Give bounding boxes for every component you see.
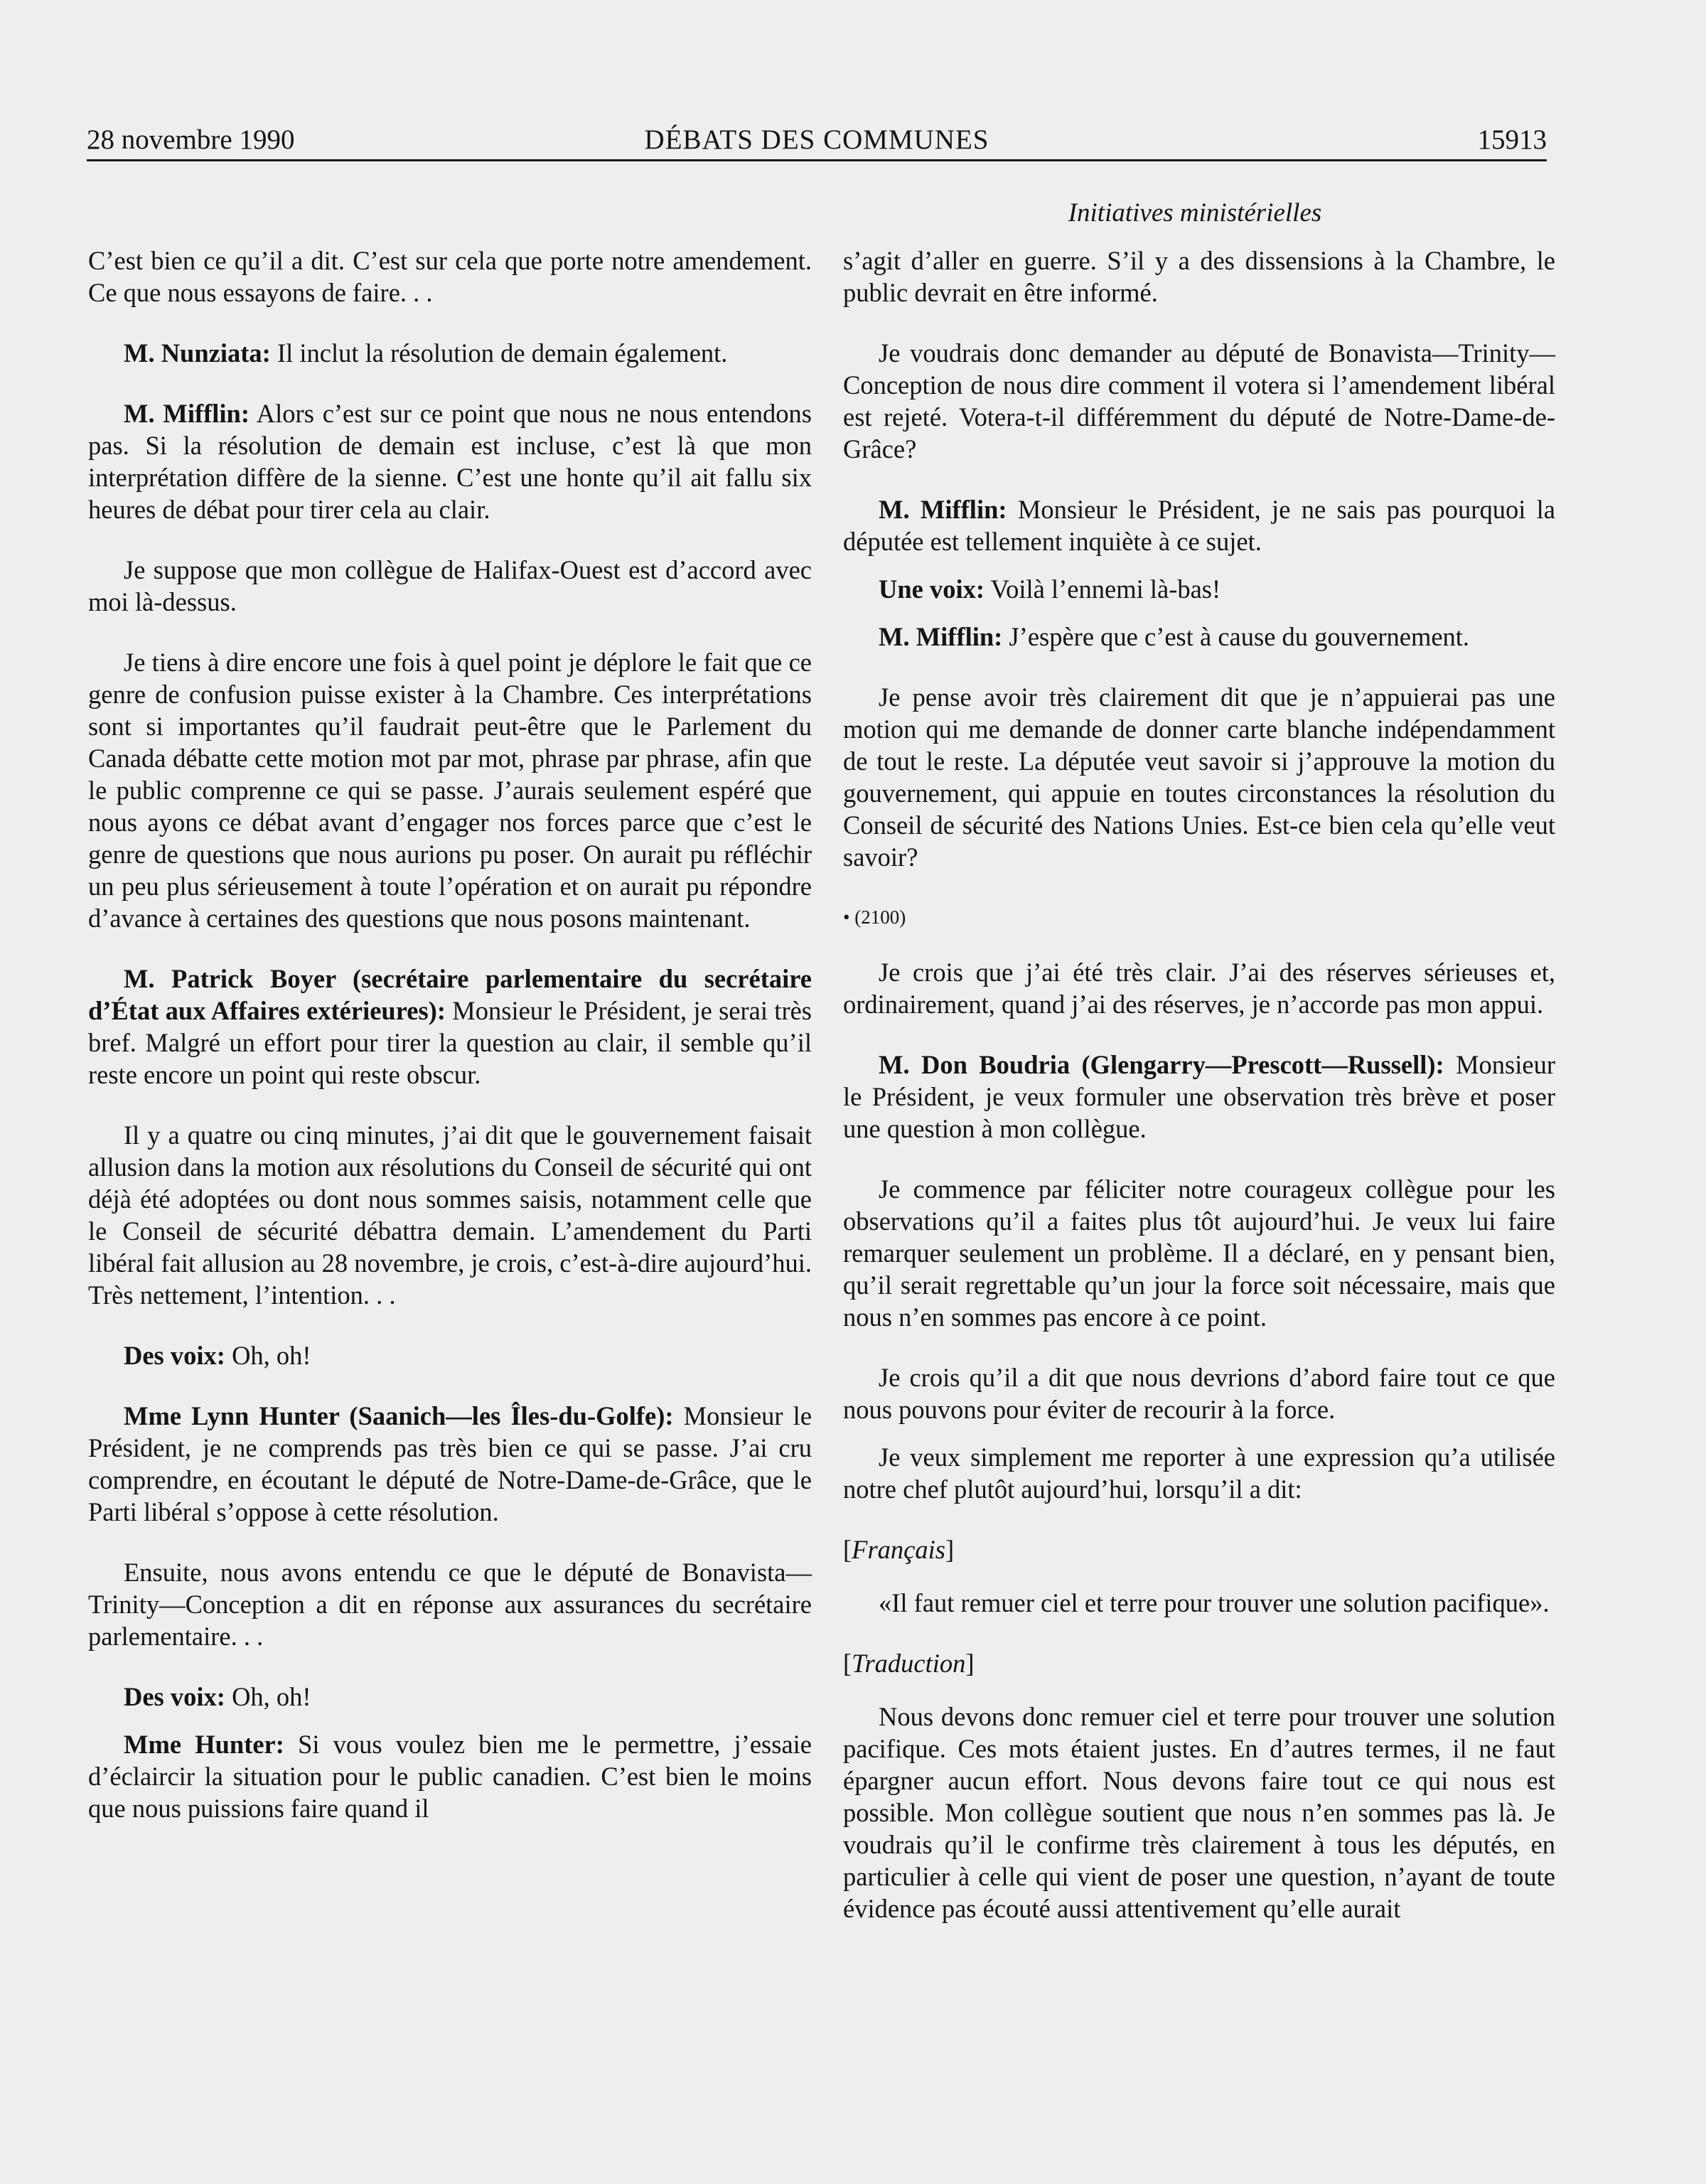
paragraph (88, 963, 812, 1091)
speaker-name: M. Mifflin: (879, 495, 1007, 524)
speaker-name: Des voix: (124, 1341, 225, 1370)
paragraph (843, 1049, 1555, 1145)
paragraph-text: Je tiens à dire encore une fois à quel point je déplore le fait que ce genre de confusion puisse exister à la Chambre. Ces interprétations sont si importantes qu’il faudrait peut-être que le Parlement du Canada débatte cette motion mot par mot, phrase par phrase, afin que le public comprenne ce qui se passe. J’aurais seulement espéré que nous ayons ce débat avant d’engager nos forces parce que c’est le genre de questions que nous aurions pu poser. On aurait pu réfléchir un peu plus sérieusement à toute l’opération et on aurait pu répondre d’avance à certaines des questions que nous posons maintenant. (88, 648, 812, 933)
paragraph-text: Oh, oh! (232, 1341, 311, 1370)
paragraph-text: Je commence par féliciter notre courageux collègue pour les observations qu’il a faites plus tôt aujourd’hui. Je veux lui faire remarquer seulement un problème. Il a déclaré, en y pensant bien, qu’il serait regrettable qu’un jour la force soit nécessaire, mais que nous n’en sommes pas encore à ce point. (843, 1174, 1555, 1332)
paragraph-text: Monsieur le Président, je veux formuler une observation très brève et poser une question à mon collègue. (843, 1050, 1555, 1143)
paragraph-text: J’espère que c’est à cause du gouvernement. (1009, 622, 1470, 651)
paragraph-text: Je crois que j’ai été très clair. J’ai des réserves sérieuses et, ordinairement, quand j’ai des réserves, je n’accorde pas mon appui. (843, 958, 1555, 1019)
right-column (843, 245, 1555, 1953)
time-marker: • (2100) (843, 906, 906, 928)
paragraph (843, 956, 1555, 1020)
paragraph (88, 397, 812, 525)
paragraph-text: Voilà l’ennemi là-bas! (990, 574, 1221, 604)
paragraph (88, 554, 812, 618)
speaker-name: M. Don Boudria (Glengarry—Prescott—Russell): (879, 1050, 1444, 1079)
speaker-name: M. Mifflin: (124, 399, 250, 428)
paragraph-text: Je suppose que mon collègue de Halifax-Ouest est d’accord avec moi là-dessus. (88, 555, 812, 616)
paragraph (88, 1400, 812, 1528)
paragraph (88, 1681, 812, 1713)
language-tag: [Français] (843, 1535, 955, 1564)
paragraph (843, 621, 1555, 653)
paragraph-text: Oh, oh! (232, 1682, 311, 1711)
header-title: DÉBATS DES COMMUNES (644, 124, 989, 155)
language-tag-text: Français (852, 1535, 945, 1564)
paragraph (88, 1119, 812, 1311)
paragraph-text: Ensuite, nous avons entendu ce que le député de Bonavista—Trinity—Conception a dit en réponse aux assurances du secrétaire parlementaire. . . (88, 1558, 812, 1651)
paragraph (88, 245, 812, 309)
speaker-name: Une voix: (879, 574, 985, 604)
paragraph-text: Il y a quatre ou cinq minutes, j’ai dit que le gouvernement faisait allusion dans la motion aux résolutions du Conseil de sécurité qui ont déjà été adoptées ou dont nous sommes saisis, notamment celle que le Conseil de sécurité débattra demain. L’amendement du Parti libéral fait allusion au 28 novembre, je crois, c’est-à-dire aujourd’hui. Très nettement, l’intention. . . (88, 1120, 812, 1310)
speaker-name: Mme Lynn Hunter (Saanich—les Îles-du-Golfe): (124, 1401, 674, 1430)
speaker-name: Mme Hunter: (124, 1730, 284, 1759)
paragraph-text: Il inclut la résolution de demain également. (277, 338, 728, 368)
paragraph (88, 1556, 812, 1652)
paragraph (843, 573, 1555, 605)
speaker-name: M. Mifflin: (879, 622, 1003, 651)
paragraph (843, 493, 1555, 557)
paragraph (843, 1701, 1555, 1925)
paragraph-text: Je veux simplement me reporter à une expression qu’a utilisée notre chef plutôt aujourd’hui, lorsqu’il a dit: (843, 1442, 1555, 1504)
speaker-name: M. Patrick Boyer (secrétaire parlementaire du secrétaire d’État aux Affaires extérieures): (88, 964, 812, 1025)
paragraph-text: Si vous voulez bien me le permettre, j’essaie d’éclaircir la situation pour le public canadien. C’est bien le moins que nous puissions faire quand il (88, 1730, 812, 1823)
language-tag: [Traduction] (843, 1649, 975, 1678)
header-page-number: 15913 (1477, 124, 1547, 155)
paragraph-text: C’est bien ce qu’il a dit. C’est sur cela que porte notre amendement. Ce que nous essayons de faire. . . (88, 246, 812, 307)
section-title: Initiatives ministérielles (1068, 198, 1322, 228)
paragraph (843, 1587, 1555, 1619)
paragraph-text: Monsieur le Président, je ne comprends pas très bien ce qui se passe. J’ai cru comprendre, en écoutant le député de Notre-Dame-de-Grâce, que le Parti libéral s’oppose à cette résolution. (88, 1401, 812, 1526)
paragraph-text: s’agit d’aller en guerre. S’il y a des dissensions à la Chambre, le public devrait en être informé. (843, 246, 1555, 307)
speaker-name: Des voix: (124, 1682, 225, 1711)
page-header (87, 122, 1547, 161)
paragraph-text: Je crois qu’il a dit que nous devrions d’abord faire tout ce que nous pouvons pour éviter de recourir à la force. (843, 1363, 1555, 1424)
paragraph (843, 1361, 1555, 1425)
paragraph (843, 1441, 1555, 1505)
paragraph (843, 245, 1555, 309)
paragraph-text: Nous devons donc remuer ciel et terre pour trouver une solution pacifique. Ces mots étaient justes. En d’autres termes, il ne faut épargner aucun effort. Nous devons faire tout ce qui nous est possible. Mon collègue soutient que nous n’en sommes pas là. Je voudrais qu’il le confirme très clairement à tous les députés, en particulier à celle qui vient de poser une question, n’ayant de toute évidence pas écouté aussi attentivement qu’elle aurait (843, 1702, 1555, 1923)
paragraph (88, 1339, 812, 1371)
paragraph (88, 1728, 812, 1824)
paragraph-text: Monsieur le Président, je serai très bref. Malgré un effort pour tirer la question au clair, il semble qu’il reste encore un point qui reste obscur. (88, 996, 812, 1089)
paragraph (88, 646, 812, 934)
paragraph (88, 337, 812, 369)
paragraph (843, 681, 1555, 873)
paragraph-text: Je voudrais donc demander au député de Bonavista—Trinity—Conception de nous dire comment il votera si l’amendement libéral est rejeté. Votera-t-il différemment du député de Notre-Dame-de-Grâce? (843, 338, 1555, 464)
left-column (88, 245, 812, 1853)
paragraph-text: Monsieur le Président, je ne sais pas pourquoi la députée est tellement inquiète à ce sujet. (843, 495, 1556, 556)
header-date: 28 novembre 1990 (87, 124, 295, 155)
paragraph (843, 337, 1555, 465)
paragraph-text: «Il faut remuer ciel et terre pour trouver une solution pacifique». (879, 1588, 1550, 1617)
paragraph-text: Je pense avoir très clairement dit que je n’appuierai pas une motion qui me demande de donner carte blanche indépendamment de tout le reste. La députée veut savoir si j’approuve la motion du gouvernement, qui appuie en toutes circonstances la résolution du Conseil de sécurité des Nations Unies. Est-ce bien cela qu’elle veut savoir? (843, 682, 1555, 872)
paragraph-text: Alors c’est sur ce point que nous ne nous entendons pas. Si la résolution de demain est incluse, c’est là que mon interprétation diffère de la sienne. C’est une honte qu’il ait fallu six heures de débat pour tirer cela au clair. (88, 399, 812, 524)
speaker-name: M. Nunziata: (124, 338, 271, 368)
language-tag-text: Traduction (852, 1649, 966, 1678)
paragraph (843, 1173, 1555, 1333)
